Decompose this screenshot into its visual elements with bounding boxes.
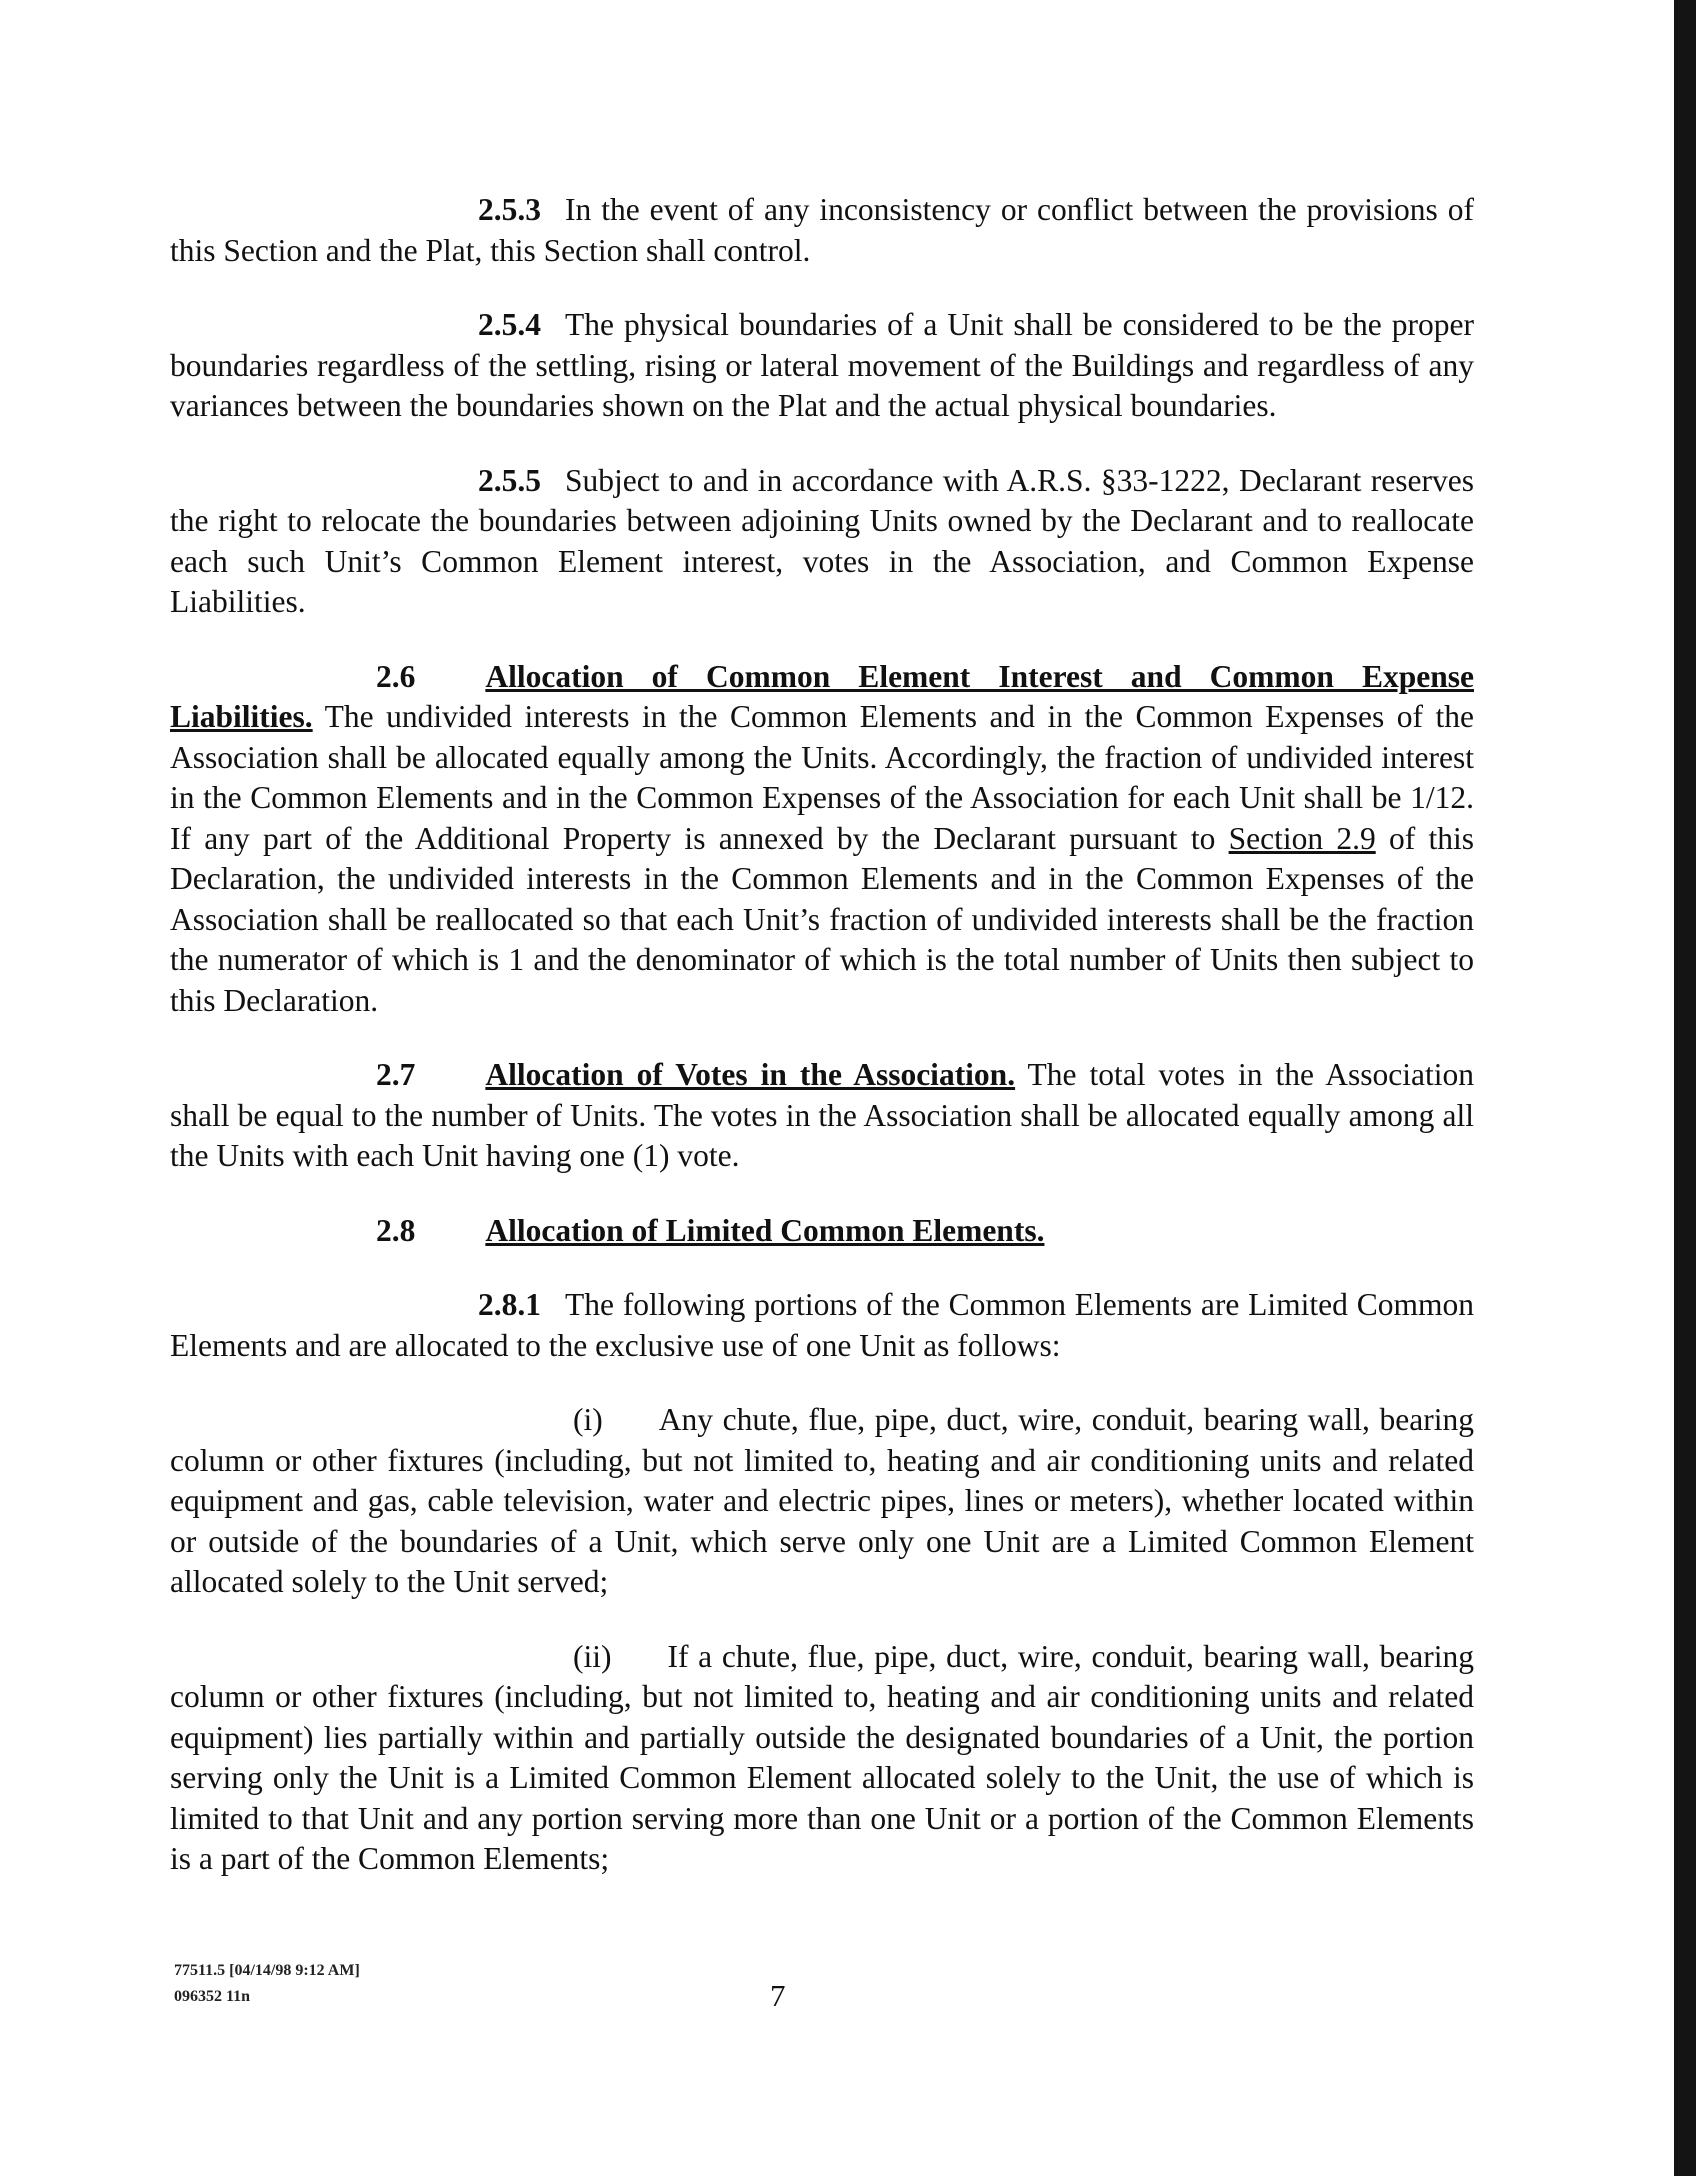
section-2-8-1 [170, 1285, 1474, 1366]
page-number: 7 [770, 1978, 786, 2013]
section-number: 2.8.1 [478, 1287, 541, 1322]
scan-edge-bar [1674, 0, 1696, 2176]
section-heading: Allocation of Votes in the Association. [485, 1057, 1016, 1092]
section-number: 2.5.5 [478, 462, 541, 498]
section-number: 2.5.3 [478, 192, 541, 227]
section-text: The total votes in the Association shall be equal to the number of Units. The votes in the Association shall be allocated equally among all the Units with each Unit having one (1) vote. [170, 1057, 1475, 1173]
footer-doc-code: 77511.5 [04/14/98 9:12 AM] [174, 1962, 360, 1979]
section-reference: Section 2.9 [1228, 820, 1376, 856]
footer-file-code: 096352 11n [174, 1988, 251, 2005]
section-2-8 [170, 1211, 1474, 1252]
section-heading: Allocation of Common Element Interest and Common Expense Liabilities. [170, 658, 1474, 734]
section-text: The following portions of the Common Elements are Limited Common Elements and are allocated to the exclusive use of one Unit as follows: [170, 1287, 1474, 1363]
item-text: If a chute, flue, pipe, duct, wire, conduit, bearing wall, bearing column or other fixtures (including, but not limited to, heating and air conditioning units and related equipment) lies partially within and partially outside the designated boundaries of a Unit, the portion serving only the Unit is a Limited Common Element allocated solely to the Unit, the use of which is limited to that Unit and any portion serving more than one Unit or a portion of the Common Elements is a part of the Common Elements; [170, 1638, 1474, 1876]
section-text-continued: of this Declaration, the undivided interests in the Common Elements and in the Common Expenses of the Association shall be reallocated so that each Unit’s fraction of undivided interests shall be the fraction the numerator of which is 1 and the denominator of which is the total number of Units then subject to this Declaration. [170, 820, 1474, 1018]
item-text: Any chute, flue, pipe, duct, wire, conduit, bearing wall, bearing column or other fixtures (including, but not limited to, heating and air conditioning units and related equipment and gas, cable television, water and electric pipes, lines or meters), whether located within or outside of the boundaries of a Unit, which serve only one Unit are a Limited Common Element allocated solely to the Unit served; [170, 1402, 1474, 1599]
section-heading: Allocation of Limited Common Elements. [485, 1212, 1045, 1248]
section-2-5-5 [170, 461, 1474, 623]
document-page [170, 190, 1474, 1880]
section-text: The undivided interests in the Common Elements and in the Common Expenses of the Association shall be allocated equally among the Units. Accordingly, the fraction of undivided interest in the Common Elements and in the Common Expenses of the Association for each Unit shall be 1/12. If any part of the Additional Property is annexed by the Declarant pursuant to [170, 699, 1474, 856]
section-2-5-3 [170, 190, 1474, 271]
section-2-5-4 [170, 305, 1474, 427]
section-number: 2.8 [376, 1212, 416, 1248]
section-number: 2.6 [376, 658, 416, 694]
footer-codes [174, 1958, 360, 2010]
section-number: 2.7 [376, 1057, 416, 1092]
section-2-7 [170, 1055, 1474, 1177]
section-item-ii [170, 1637, 1474, 1880]
section-2-6 [170, 657, 1474, 1022]
section-text: The physical boundaries of a Unit shall be considered to be the proper boundaries regardless of the settling, rising or lateral movement of the Buildings and regardless of any variances between the boundaries shown on the Plat and the actual physical boundaries. [170, 307, 1474, 423]
section-text: In the event of any inconsistency or conflict between the provisions of this Section and the Plat, this Section shall control. [170, 192, 1474, 268]
item-number: (i) [573, 1402, 603, 1437]
section-text: Subject to and in accordance with A.R.S. §33-1222, Declarant reserves the right to relocate the boundaries between adjoining Units owned by the Declarant and to reallocate each such Unit’s Common Element interest, votes in the Association, and Common Expense Liabilities. [170, 462, 1474, 619]
item-number: (ii) [573, 1638, 612, 1674]
section-number: 2.5.4 [478, 307, 541, 342]
section-item-i [170, 1400, 1474, 1603]
